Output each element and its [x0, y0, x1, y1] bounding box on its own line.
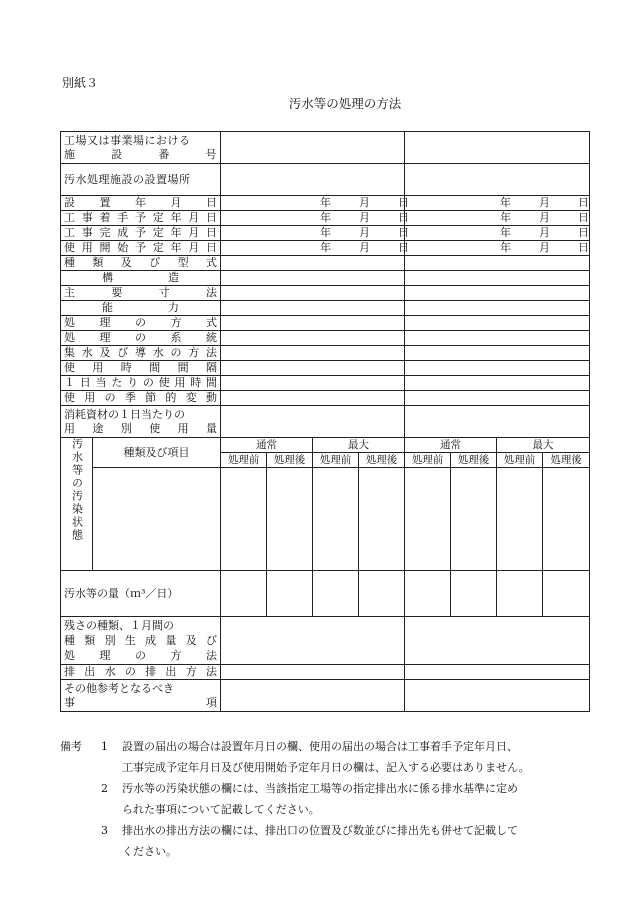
pollution-cell[interactable] [313, 468, 359, 571]
pollution-cell[interactable] [359, 468, 405, 571]
volume-cell[interactable] [405, 571, 451, 617]
construction-start-field-b[interactable]: 年 月 日 [405, 211, 590, 226]
use-start-field-b[interactable]: 年 月 日 [405, 241, 590, 256]
before-header: 処理前 [497, 453, 543, 468]
normal-header-a: 通常 [221, 438, 313, 453]
volume-cell[interactable] [267, 571, 313, 617]
use-start-label: 使用開始予定年月日 [61, 241, 221, 256]
pollution-cell[interactable] [543, 468, 590, 571]
volume-cell[interactable] [221, 571, 267, 617]
main-dimensions-field-a[interactable] [221, 286, 405, 301]
collection-method-label: 集水及び導水の方法 [61, 346, 221, 361]
note-line: 工事完成予定年月日及び使用開始予定年月日の欄は、記入する必要はありません。 [122, 761, 530, 774]
capacity-field-a[interactable] [221, 301, 405, 316]
treatment-system-label: 処 理 の 系 統 [61, 331, 221, 346]
daily-usage-field-b[interactable] [405, 376, 590, 391]
seasonal-variation-field-a[interactable] [221, 391, 405, 406]
volume-cell[interactable] [313, 571, 359, 617]
before-header: 処理前 [405, 453, 451, 468]
note-number: 3 [101, 824, 108, 837]
pollution-state-label: 汚水等の汚染状態 [61, 438, 93, 571]
discharge-method-field-b[interactable] [405, 665, 590, 680]
install-date-field-a[interactable]: 年 月 日 [221, 196, 405, 211]
notes-label: 備考 [60, 740, 82, 753]
pollution-cell[interactable] [267, 468, 313, 571]
treatment-method-form [60, 131, 590, 712]
install-date-field-b[interactable]: 年 月 日 [405, 196, 590, 211]
note-item [60, 736, 595, 778]
type-model-label: 種 類 及 び 型 式 [61, 256, 221, 271]
residue-field-a[interactable] [221, 617, 405, 665]
note-line: 汚水等の汚染状態の欄には、当該指定工場等の指定排出水に係る排水基準に定め [122, 782, 518, 795]
volume-cell[interactable] [451, 571, 497, 617]
type-model-field-b[interactable] [405, 256, 590, 271]
after-header: 処理後 [267, 453, 313, 468]
treatment-method-field-a[interactable] [221, 316, 405, 331]
construction-start-label: 工事着手予定年月日 [61, 211, 221, 226]
notes-section [60, 736, 595, 862]
after-header: 処理後 [543, 453, 590, 468]
note-item [60, 778, 595, 820]
consumables-label: 消耗資材の１日当たりの 用 途 別 使 用 量 [61, 406, 221, 438]
pollution-cell[interactable] [497, 468, 543, 571]
treatment-method-field-b[interactable] [405, 316, 590, 331]
usage-interval-field-b[interactable] [405, 361, 590, 376]
structure-label: 構 造 [61, 271, 221, 286]
page-title: 汚水等の処理の方法 [288, 96, 402, 111]
capacity-label: 能 力 [61, 301, 221, 316]
main-dimensions-field-b[interactable] [405, 286, 590, 301]
volume-label: 汚水等の量（ｍ³／日） [61, 571, 221, 617]
usage-interval-field-a[interactable] [221, 361, 405, 376]
daily-usage-label: １日当たりの使用時間 [61, 376, 221, 391]
structure-field-b[interactable] [405, 271, 590, 286]
other-label: その他参考となるべき 事 項 [61, 680, 221, 712]
volume-cell[interactable] [359, 571, 405, 617]
pollution-cell[interactable] [405, 468, 451, 571]
construction-end-label: 工事完成予定年月日 [61, 226, 221, 241]
volume-cell[interactable] [497, 571, 543, 617]
collection-method-field-a[interactable] [221, 346, 405, 361]
note-line: られた事項について記載してください。 [122, 803, 320, 816]
collection-method-field-b[interactable] [405, 346, 590, 361]
use-start-field-a[interactable]: 年 月 日 [221, 241, 405, 256]
note-line: ください。 [122, 845, 177, 858]
install-date-label: 設 置 年 月 日 [61, 196, 221, 211]
pollution-cell[interactable] [221, 468, 267, 571]
daily-usage-field-a[interactable] [221, 376, 405, 391]
pollution-cell[interactable] [451, 468, 497, 571]
before-header: 処理前 [313, 453, 359, 468]
location-field-b[interactable] [405, 164, 590, 196]
max-header-a: 最大 [313, 438, 405, 453]
consumables-field-b[interactable] [405, 406, 590, 438]
facility-number-field-a[interactable] [221, 132, 405, 164]
capacity-field-b[interactable] [405, 301, 590, 316]
after-header: 処理後 [359, 453, 405, 468]
note-number: 1 [101, 740, 108, 753]
volume-cell[interactable] [543, 571, 590, 617]
residue-field-b[interactable] [405, 617, 590, 665]
construction-end-field-a[interactable]: 年 月 日 [221, 226, 405, 241]
construction-end-field-b[interactable]: 年 月 日 [405, 226, 590, 241]
consumables-field-a[interactable] [221, 406, 405, 438]
note-item [60, 820, 595, 862]
discharge-method-label: 排出水の排出方法 [61, 665, 221, 680]
note-number: 2 [101, 782, 108, 795]
max-header-b: 最大 [497, 438, 590, 453]
residue-label: 残さの種類、１月間の 種類別生成量及び 処 理 の 方 法 [61, 617, 221, 665]
other-field-b[interactable] [405, 680, 590, 712]
annex-label: 別紙３ [62, 76, 99, 90]
structure-field-a[interactable] [221, 271, 405, 286]
location-label: 汚水処理施設の設置場所 [61, 164, 221, 196]
location-field-a[interactable] [221, 164, 405, 196]
facility-number-field-b[interactable] [405, 132, 590, 164]
seasonal-variation-label: 使用の季節的変動 [61, 391, 221, 406]
other-field-a[interactable] [221, 680, 405, 712]
discharge-method-field-a[interactable] [221, 665, 405, 680]
treatment-system-field-b[interactable] [405, 331, 590, 346]
item-header: 種類及び項目 [93, 438, 221, 468]
treatment-system-field-a[interactable] [221, 331, 405, 346]
note-line: 設置の届出の場合は設置年月日の欄、使用の届出の場合は工事着手予定年月日、 [122, 740, 518, 753]
pollution-items-field[interactable] [93, 468, 221, 571]
note-line: 排出水の排出方法の欄には、排出口の位置及び数並びに排出先も併せて記載して [122, 824, 518, 837]
before-header: 処理前 [221, 453, 267, 468]
seasonal-variation-field-b[interactable] [405, 391, 590, 406]
main-dimensions-label: 主 要 寸 法 [61, 286, 221, 301]
type-model-field-a[interactable] [221, 256, 405, 271]
facility-number-label: 工場又は事業場における 施 設 番 号 [61, 132, 221, 164]
construction-start-field-a[interactable]: 年 月 日 [221, 211, 405, 226]
treatment-method-label: 処 理 の 方 式 [61, 316, 221, 331]
normal-header-b: 通常 [405, 438, 497, 453]
usage-interval-label: 使 用 時 間 間 隔 [61, 361, 221, 376]
after-header: 処理後 [451, 453, 497, 468]
